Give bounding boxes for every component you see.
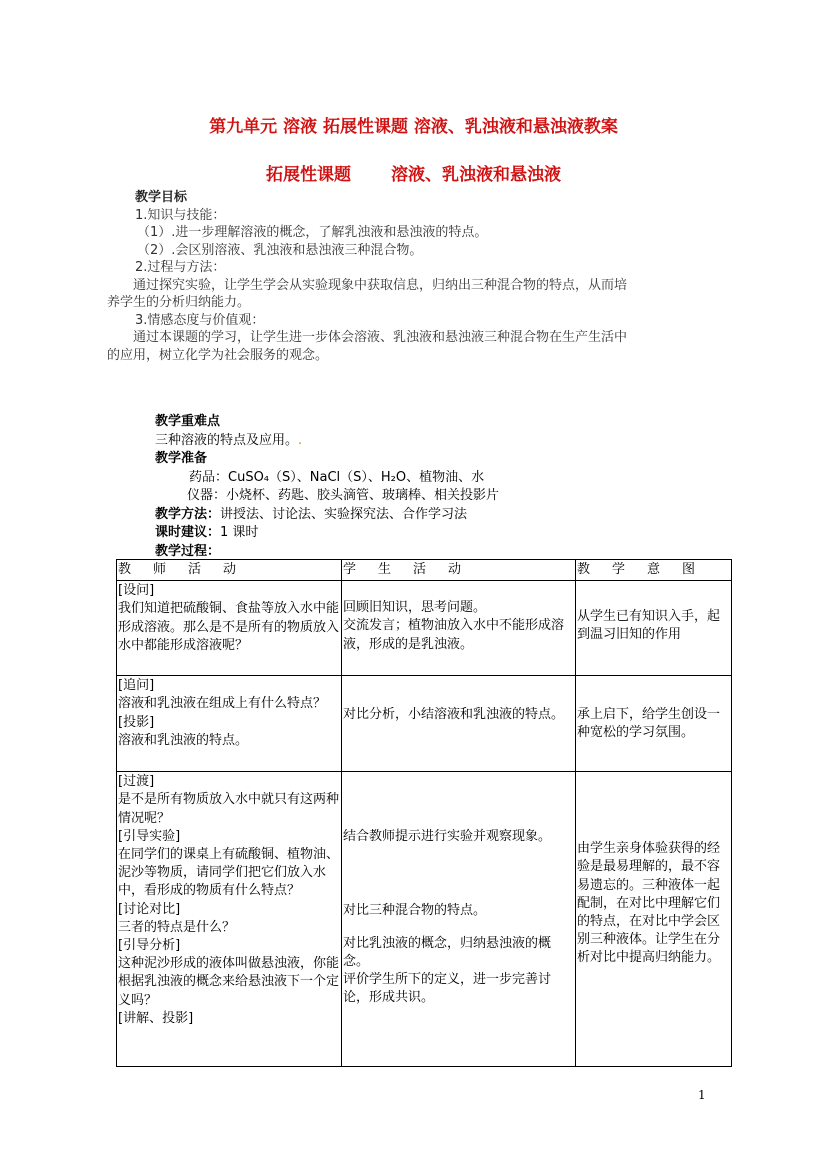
goals-line: 3.情感态度与价值观： xyxy=(135,312,265,328)
method-text: 讲授法、讨论法、实验探究法、合作学习法 xyxy=(220,506,468,522)
subtitle-right: 溶液、乳浊液和悬浊液 xyxy=(391,165,561,185)
table-row xyxy=(117,676,732,772)
student-cell xyxy=(342,676,576,772)
preparation-heading: 教学准备 xyxy=(155,451,208,466)
cell-text: 由学生亲身体验获得的经验是最易理解的，最不容易遗忘的。三种液体一起配制，在对比中理解它们的特点，在对比中学会区别三种液体。让学生在分析对比中提高归纳能力。 xyxy=(577,841,721,966)
document-subtitle xyxy=(0,160,827,185)
teacher-cell xyxy=(117,772,342,1067)
goals-line: 的应用，树立化学为社会服务的观念。 xyxy=(107,347,329,363)
lesson-meta xyxy=(155,413,675,561)
cell-text: 从学生已有知识入手，起到温习旧知的作用 xyxy=(577,609,721,643)
cell-text: 这种泥沙形成的液体叫做悬浊液，你能根据乳浊液的概念来给悬浊液下一个定义吗？ xyxy=(118,956,340,1008)
teacher-cell xyxy=(117,676,342,772)
intent-cell xyxy=(576,676,732,772)
cell-text: 承上启下，给学生创设一种宽松的学习氛围。 xyxy=(577,707,721,741)
cell-text: 是不是所有物质放入水中就只有这两种情况呢？ xyxy=(118,792,340,826)
goals-line: 养学生的分析归纳能力。 xyxy=(107,295,251,310)
student-cell xyxy=(342,581,576,676)
instruments-line: 仪器：小烧杯、药匙、胶头滴管、玻璃棒、相关投影片 xyxy=(187,488,500,503)
header-student: 学生活动 xyxy=(342,560,576,581)
teaching-process-table xyxy=(116,559,732,1067)
key-points-heading: 教学重难点 xyxy=(155,414,221,429)
student-cell xyxy=(342,772,576,1067)
key-points-text: 三种溶液的特点及应用。 xyxy=(155,432,299,448)
table-row xyxy=(117,772,732,1067)
goals-heading: 教学目标 xyxy=(135,190,188,205)
cell-text: 对比三种混合物的特点。 xyxy=(343,903,487,919)
cell-text: 交流发言；植物油放入水中不能形成溶液，形成的是乳浊液。 xyxy=(343,618,565,652)
cell-text: 回顾旧知识，思考问题。 xyxy=(343,600,487,616)
goals-line: 通过探究实验，让学生学会从实验现象中获取信息，归纳出三种混合物的特点，从而培 xyxy=(133,277,628,293)
cell-text: 对比分析，小结溶液和乳浊液的特点。 xyxy=(343,707,565,723)
cell-text: [讨论对比] xyxy=(118,901,181,917)
teaching-goals xyxy=(107,189,667,364)
goals-line: 通过本课题的学习，让学生进一步体会溶液、乳浊液和悬浊液三种混合物在生产生活中 xyxy=(133,330,628,345)
cell-text: 三者的特点是什么？ xyxy=(118,919,236,935)
decorative-dot: . xyxy=(298,432,303,448)
goals-line: （1）.进一步理解溶液的概念，了解乳浊液和悬浊液的特点。 xyxy=(137,225,488,240)
document-title: 第九单元 溶液 拓展性课题 溶液、乳浊液和悬浊液教案 xyxy=(209,117,618,137)
cell-text: 评价学生所下的定义，进一步完善讨论，形成共识。 xyxy=(343,972,552,1006)
subtitle-left: 拓展性课题 xyxy=(266,165,351,185)
cell-text: 结合教师提示进行实验并观察现象。 xyxy=(343,829,552,845)
hours-label: 课时建议： xyxy=(155,525,221,540)
table-header-row xyxy=(117,560,732,581)
goals-line: （2）.会区别溶液、乳浊液和悬浊液三种混合物。 xyxy=(137,242,423,258)
drugs-line: 药品：CuSO₄（S）、NaCl（S）、H₂O、植物油、水 xyxy=(189,469,485,485)
cell-text: [讲解、投影] xyxy=(118,1010,194,1026)
page-number: 1 xyxy=(698,1088,706,1102)
header-intent: 教学意图 xyxy=(576,560,732,581)
goals-line: 2.过程与方法： xyxy=(135,260,226,275)
cell-text: 溶液和乳浊液的特点。 xyxy=(118,732,249,748)
teacher-cell xyxy=(117,581,342,676)
cell-text: [投影] xyxy=(118,714,155,730)
cell-text: [引导分析] xyxy=(118,938,181,954)
cell-text: 溶液和乳浊液在组成上有什么特点？ xyxy=(118,696,327,712)
intent-cell xyxy=(576,772,732,1067)
cell-text: [追问] xyxy=(118,678,155,694)
cell-text: [引导实验] xyxy=(118,828,181,844)
goals-line: 1.知识与技能： xyxy=(135,207,226,223)
hours-text: 1 课时 xyxy=(220,525,259,540)
process-label: 教学过程： xyxy=(155,543,221,559)
cell-text: 对比乳浊液的概念，归纳悬浊液的概念。 xyxy=(343,935,552,969)
cell-text: 我们知道把硫酸铜、食盐等放入水中能形成溶液。那么是不是所有的物质放入水中都能形成溶液呢？ xyxy=(118,601,340,653)
cell-text: 在同学们的课桌上有硫酸铜、植物油、泥沙等物质，请同学们把它们放入水中，看形成的物质有什么特点？ xyxy=(118,847,340,899)
intent-cell xyxy=(576,581,732,676)
table-row xyxy=(117,581,732,676)
method-label: 教学方法： xyxy=(155,506,221,522)
header-teacher: 教师活动 xyxy=(117,560,342,581)
cell-text: [设问] xyxy=(118,583,155,599)
cell-text: [过渡] xyxy=(118,774,155,790)
